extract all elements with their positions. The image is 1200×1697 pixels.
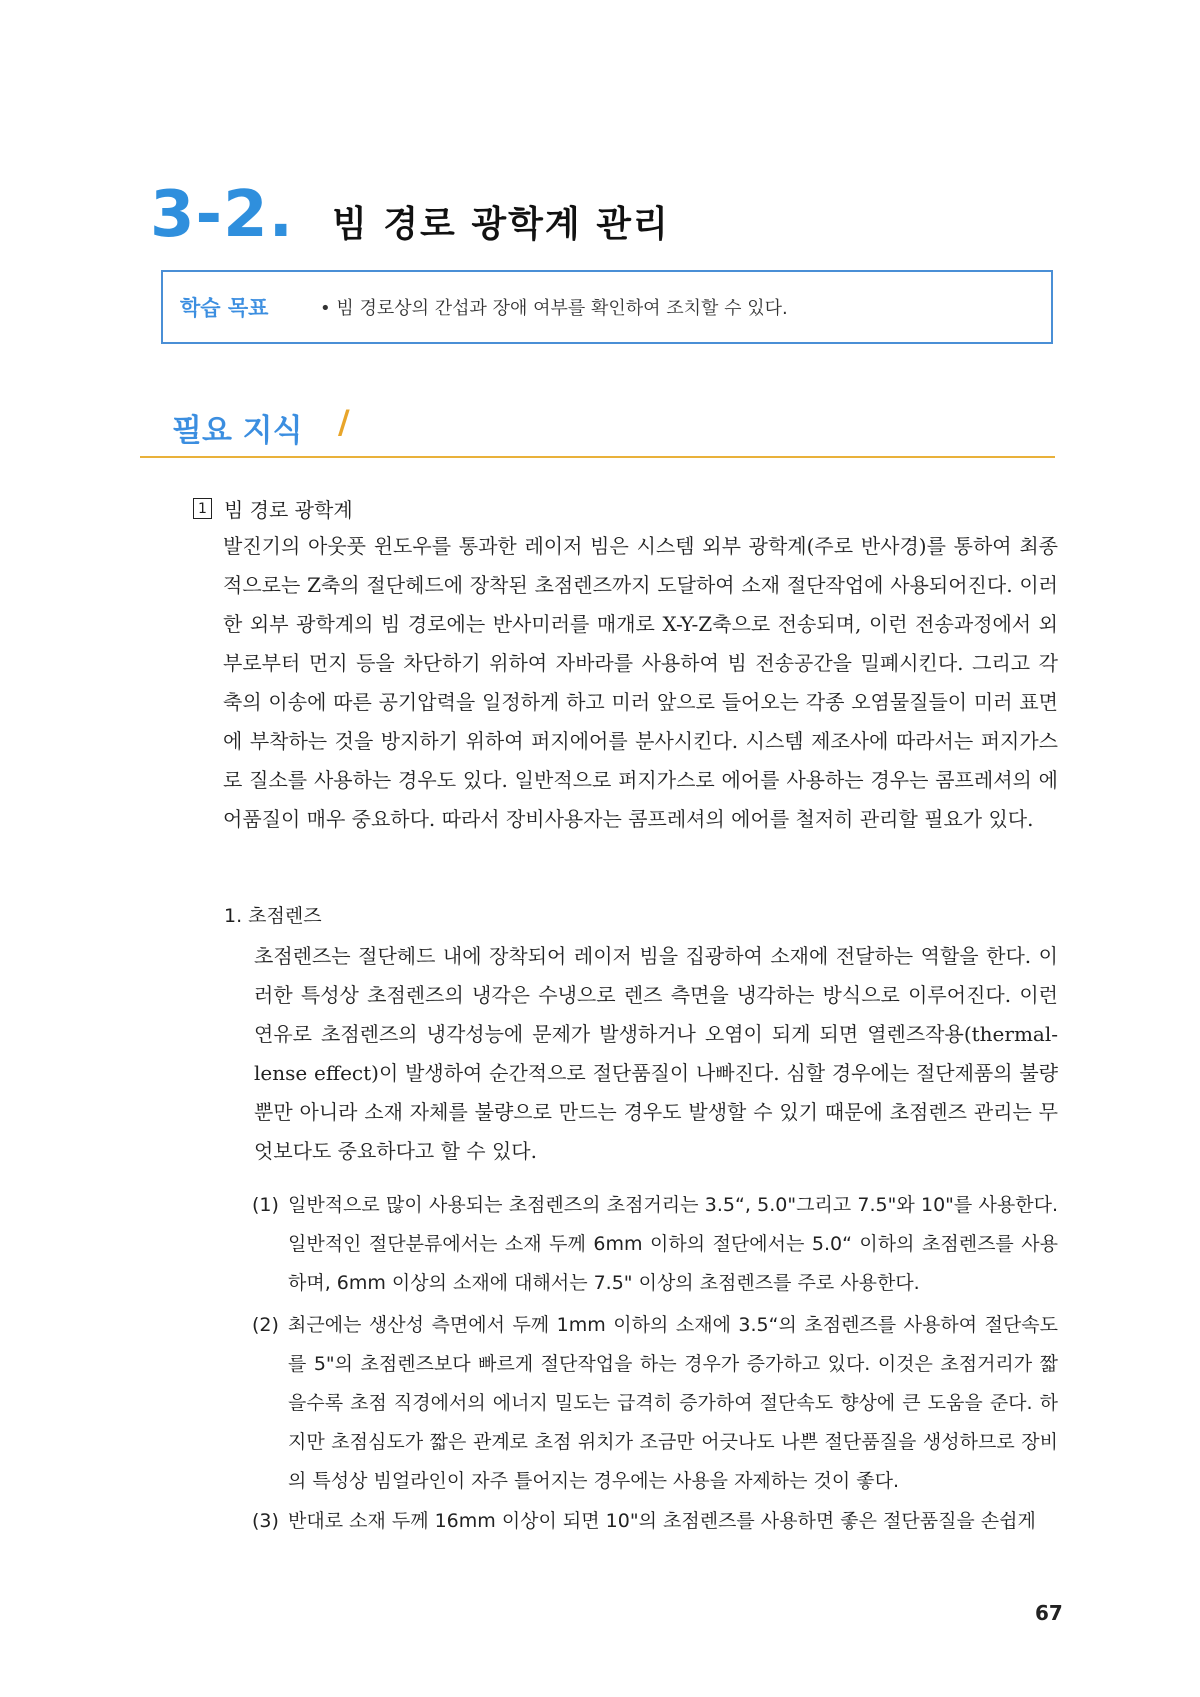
list-item [252, 1186, 1058, 1303]
list-item-text: 최근에는 생산성 측면에서 두께 1mm 이하의 소재에 3.5“의 초점렌즈를 사용하여 절단속도를 5"의 초점렌즈보다 빠르게 절단작업을 하는 경우가 증가하고 있다. 이것은 초점거리가 짧을수록 초점 직경에서의 에너지 밀도는 급격히 증가하여 절단속도 향상에 큰 도움을 준다. 하지만 초점심도가 짧은 관계로 초점 위치가 조금만 어긋나도 나쁜 절단품질을 생성하므로 장비의 특성상 빔얼라인이 자주 틀어지는 경우에는 사용을 자제하는 것이 좋다. [288, 1314, 1058, 1492]
list-item-number: (1) [252, 1194, 279, 1216]
section-divider [140, 456, 1055, 458]
body-paragraph: 발진기의 아웃풋 윈도우를 통과한 레이저 빔은 시스템 외부 광학계(주로 반사경)를 통하여 최종적으로는 Z축의 절단헤드에 장착된 초점렌즈까지 도달하여 소재 절단작업에 사용되어진다. 이러한 외부 광학계의 빔 경로에는 반사미러를 매개로 X-Y-Z축으로 전송되며, 이런 전송과정에서 외부로부터 먼지 등을 차단하기 위하여 자바라를 사용하여 빔 전송공간을 밀폐시킨다. 그리고 각 축의 이송에 따른 공기압력을 일정하게 하고 미러 앞으로 들어오는 각종 오염물질들이 미러 표면에 부착하는 것을 방지하기 위하여 퍼지에어를 분사시킨다. 시스템 제조사에 따라서는 퍼지가스로 질소를 사용하는 경우도 있다. 일반적으로 퍼지가스로 에어를 사용하는 경우는 콤프레셔의 에어품질이 매우 중요하다. 따라서 장비사용자는 콤프레셔의 에어를 철저히 관리할 필요가 있다. [223, 534, 1058, 831]
section-heading: 필요 지식 [172, 413, 303, 449]
item-heading [193, 494, 353, 523]
chapter-title: 빔 경로 광학계 관리 [331, 204, 670, 245]
item-title: 빔 경로 광학계 [224, 498, 353, 522]
item-number-box: 1 [193, 498, 212, 519]
subsection-title: 1. 초점렌즈 [224, 905, 322, 927]
section-slash-decoration: / [338, 403, 350, 441]
objective-label: 학습 목표 [180, 296, 269, 320]
objective-text: • 빔 경로상의 간섭과 장애 여부를 확인하여 조치할 수 있다. [320, 298, 788, 319]
list-item [252, 1502, 1058, 1541]
chapter-number: 3-2. [150, 178, 294, 252]
chapter-header [150, 178, 670, 252]
list-item-text: 반대로 소재 두께 16mm 이상이 되면 10"의 초점렌즈를 사용하면 좋은 절단품질을 손쉽게 [288, 1510, 1036, 1532]
page-number: 67 [1035, 1601, 1063, 1625]
learning-objective-box [161, 270, 1053, 344]
subsection-paragraph: 초점렌즈는 절단헤드 내에 장착되어 레이저 빔을 집광하여 소재에 전달하는 역할을 한다. 이러한 특성상 초점렌즈의 냉각은 수냉으로 렌즈 측면을 냉각하는 방식으로 이루어진다. 이런 연유로 초점렌즈의 냉각성능에 문제가 발생하거나 오염이 되게 되면 열렌즈작용(thermal-lense effect)이 발생하여 순간적으로 절단품질이 나빠진다. 심할 경우에는 절단제품의 불량뿐만 아니라 소재 자체를 불량으로 만드는 경우도 발생할 수 있기 때문에 초점렌즈 관리는 무엇보다도 중요하다고 할 수 있다. [254, 944, 1058, 1163]
list-item-text: 일반적으로 많이 사용되는 초점렌즈의 초점거리는 3.5“, 5.0"그리고 7.5"와 10"를 사용한다. 일반적인 절단분류에서는 소재 두께 6mm 이하의 절단에서는 5.0“ 이하의 초점렌즈를 사용하며, 6mm 이상의 소재에 대해서는 7.5" 이상의 초점렌즈를 주로 사용한다. [288, 1194, 1058, 1294]
list-item-number: (2) [252, 1314, 279, 1336]
list-item [252, 1306, 1058, 1501]
list-item-number: (3) [252, 1510, 279, 1532]
